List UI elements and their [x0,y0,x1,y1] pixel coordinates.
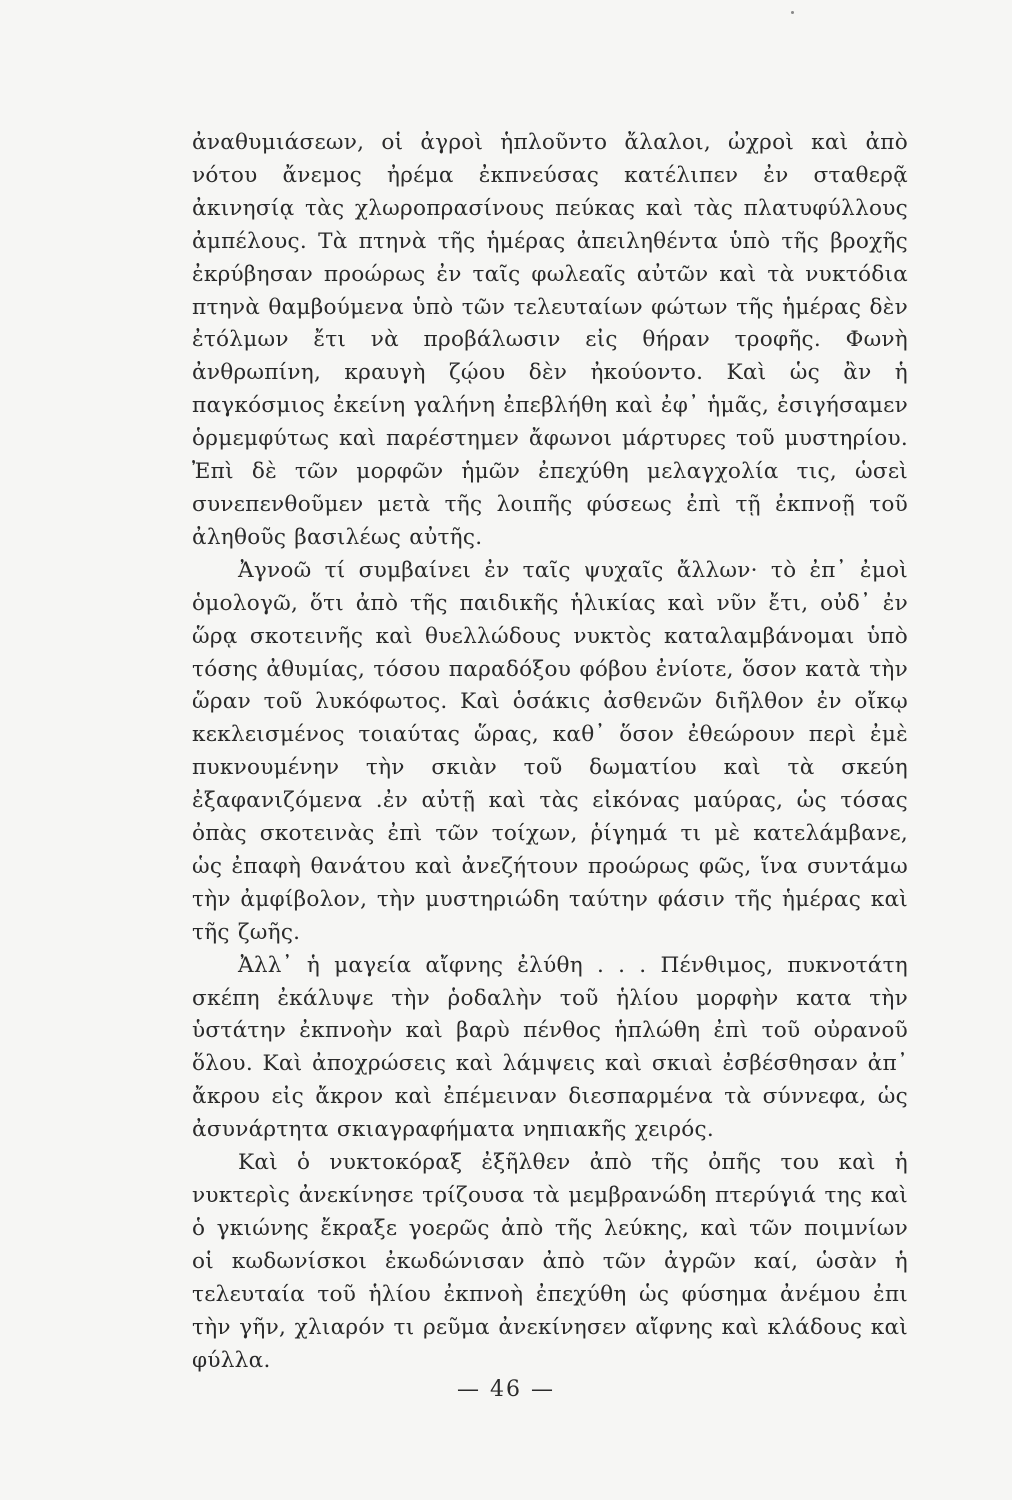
paragraph: ἀναθυμιάσεων, οἱ ἀγροὶ ἡπλοῦντο ἄλαλοι, ὠχροὶ καὶ ἀπὸ νότου ἄνεμος ἠρέμα ἐκπνεύσας κατέλιπεν ἐν σταθερᾷ ἀκινησίᾳ τὰς χλωροπρασίνους πεύκας καὶ τὰς πλατυφύλλους ἀμπέλους. Τὰ πτηνὰ τῆς ἡμέρας ἀπειληθέντα ὑπὸ τῆς βροχῆς ἐκρύβησαν προώρως ἐν ταῖς φωλεαῖς αὐτῶν καὶ τὰ νυκτόδια πτηνὰ θαμβούμενα ὑπὸ τῶν τελευταίων φώτων τῆς ἡμέρας δὲν ἐτόλμων ἔτι νὰ προβάλωσιν εἰς θήραν τροφῆς. Φωνὴ ἀνθρωπίνη, κραυγὴ ζῴου δὲν ἠκούοντο. Καὶ ὡς ἂν ἡ παγκόσμιος ἐκείνη γαλήνη ἐπεβλήθη καὶ ἐφ᾽ ἡμᾶς, ἐσιγήσαμεν ὁρμεμφύτως καὶ παρέστημεν ἄφωνοι μάρτυρες τοῦ μυστηρίου. Ἐπὶ δὲ τῶν μορφῶν ἡμῶν ἐπεχύθη μελαγχολία τις, ὡσεὶ συνεπενθοῦμεν μετὰ τῆς λοιπῆς φύσεως ἐπὶ τῇ ἐκπνοῇ τοῦ ἀληθοῦς βασιλέως αὐτῆς. [192,130,908,550]
paragraph: Ἀλλ᾽ ἡ μαγεία αἴφνης ἐλύθη . . . Πένθιμος, πυκνοτάτη σκέπη ἐκάλυψε τὴν ῥοδαλὴν τοῦ ἡλίου μορφὴν κατα τὴν ὑστάτην ἐκπνοὴν καὶ βαρὺ πένθος ἡπλώθη ἐπὶ τοῦ οὐρανοῦ ὅλου. Καὶ ἀποχρώσεις καὶ λάμψεις καὶ σκιαὶ ἐσβέσθησαν ἀπ᾽ ἄκρου εἰς ἄκρον καὶ ἐπέμειναν διεσπαρμένα τὰ σύννεφα, ὡς ἀσυνάρτητα σκιαγραφήματα νηπιακῆς χειρός. [192,952,908,1143]
body-text [192,127,908,1377]
speck-mark [791,11,794,14]
page-number: — 46 — [457,1377,555,1402]
paragraph: Ἀγνοῶ τί συμβαίνει ἐν ταῖς ψυχαῖς ἄλλων· τὸ ἐπ᾽ ἐμοὶ ὁμολογῶ, ὅτι ἀπὸ τῆς παιδικῆς ἡλικίας καὶ νῦν ἔτι, οὐδ᾽ ἐν ὥρᾳ σκοτεινῆς καὶ θυελλώδους νυκτὸς καταλαμβάνομαι ὑπὸ τόσης ἀθυμίας, τόσου παραδόξου φόβου ἐνίοτε, ὅσον κατὰ τὴν ὥραν τοῦ λυκόφωτος. Καὶ ὁσάκις ἀσθενῶν διῆλθον ἐν οἴκῳ κεκλεισμένος τοιαύτας ὥρας, καθ᾽ ὅσον ἐθεώρουν περὶ ἐμὲ πυκνουμένην τὴν σκιὰν τοῦ δωματίου καὶ τὰ σκεύη ἐξαφανιζόμενα .ἐν αὐτῇ καὶ τὰς εἰκόνας μαύρας, ὡς τόσας ὀπὰς σκοτεινὰς ἐπὶ τῶν τοίχων, ῥίγημά τι μὲ κατελάμβανε, ὡς ἐπαφὴ θανάτου καὶ ἀνεζήτουν προώρως φῶς, ἵνα συντάμω τὴν ἀμφίβολον, τὴν μυστηριώδη ταύτην φάσιν τῆς ἡμέρας καὶ τῆς ζωῆς. [192,557,908,945]
paragraph: Καὶ ὁ νυκτοκόραξ ἐξῆλθεν ἀπὸ τῆς ὀπῆς του καὶ ἡ νυκτερὶς ἀνεκίνησε τρίζουσα τὰ μεμβρανώδη πτερύγιά της καὶ ὁ γκιώνης ἔκραξε γοερῶς ἀπὸ τῆς λεύκης, καὶ τῶν ποιμνίων οἱ κωδωνίσκοι ἐκωδώνισαν ἀπὸ τῶν ἀγρῶν καί, ὡσὰν ἡ τελευταία τοῦ ἡλίου ἐκπνοὴ ἐπεχύθη ὡς φύσημα ἀνέμου ἐπι τὴν γῆν, χλιαρόν τι ρεῦμα ἀνεκίνησεν αἴφνης καὶ κλάδους καὶ φύλλα. [192,1150,908,1373]
